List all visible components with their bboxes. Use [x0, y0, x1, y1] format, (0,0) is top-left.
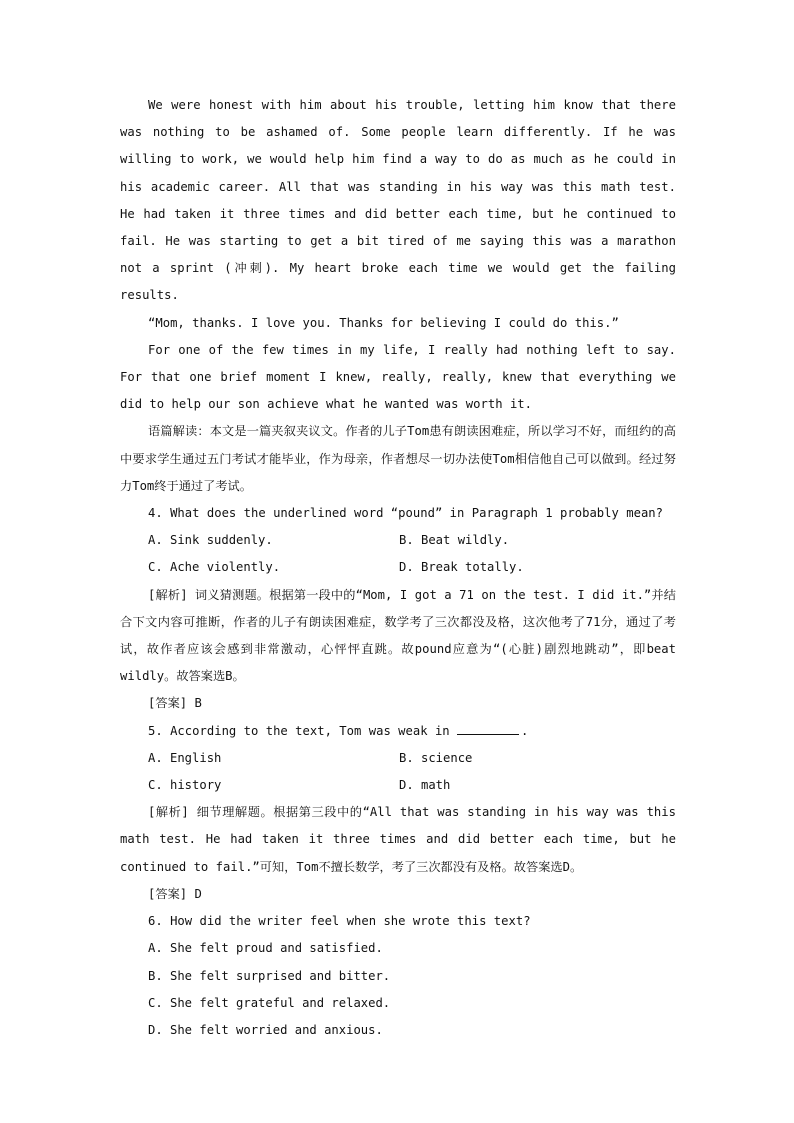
question-5-stem-text: 5. According to the text, Tom was weak in [148, 723, 458, 738]
analysis-tag: [解析] [148, 587, 188, 602]
analysis-text: 细节理解题。根据第三段中的“All that was standing in his way was this math test. He had taken it three times and did better each time, but he continued to fail.”可知，Tom不擅长数学，考了三次都没有及格。故答案选D。 [120, 805, 676, 874]
option-c: C. history [148, 778, 222, 793]
passage-paragraph: We were honest with him about his trouble, letting him know that there was nothing to be ashamed of. Some people learn differently. If he was willing to work, we would help him find a way to do as much as he could in his academic career. All that was standing in his way was this math test. He had taken it three times and did better each time, but he continued to fail. He was starting to get a bit tired of me saying this was a marathon not a sprint (冲刺). My heart broke each time we would get the failing results. [120, 98, 676, 303]
option-c: C. She felt grateful and relaxed. [148, 995, 391, 1010]
option-d: D. math [399, 778, 451, 793]
analysis-text: 词义猜测题。根据第一段中的“Mom, I got a 71 on the test. I did it.”并结合下文内容可推断，作者的儿子有朗读困难症，数学考了三次都没及格，这次他考了71分，通过了考试，故作者应该会感到非常激动，心怦怦直跳。故pound应意为“(心脏)剧烈地跳动”，即beat wildly。故答案选B。 [120, 587, 676, 684]
option-c: C. Ache violently. [148, 560, 281, 575]
answer-text: D [187, 886, 202, 901]
question-4-answer [120, 690, 676, 717]
analysis-tag: [解析] [148, 805, 189, 820]
option-b: B. She felt surprised and bitter. [148, 968, 391, 983]
option-d: D. She felt worried and anxious. [148, 1022, 383, 1037]
question-5-stem-end: . [521, 723, 529, 738]
answer-tag: [答案] [148, 886, 188, 901]
question-6-stem: 6. How did the writer feel when she wrote this text? [148, 914, 531, 929]
question-5-analysis [120, 799, 676, 881]
question-4-analysis [120, 582, 676, 691]
question-4-stem: 4. What does the underlined word “pound” in Paragraph 1 probably mean? [148, 506, 664, 521]
option-a: A. Sink suddenly. [148, 533, 273, 548]
question-5-answer [120, 881, 676, 908]
option-d: D. Break totally. [399, 560, 524, 575]
question-4-options-row-1 [120, 527, 676, 554]
document-page [120, 92, 676, 1044]
answer-tag: [答案] [148, 696, 188, 711]
question-4-options-row-2 [120, 554, 676, 581]
option-b: B. Beat wildly. [399, 533, 510, 548]
question-5-options-row-2 [120, 772, 676, 799]
passage-quote: “Mom, thanks. I love you. Thanks for believing I could do this.” [148, 315, 619, 330]
option-a: A. She felt proud and satisfied. [148, 941, 383, 956]
text-summary: 语篇解读：本文是一篇夹叙夹议文。作者的儿子Tom患有朗读困难症，所以学习不好，而纽约的高中要求学生通过五门考试才能毕业，作为母亲，作者想尽一切办法使Tom相信他自己可以做到。经过努力Tom终于通过了考试。 [120, 424, 676, 493]
question-5-options-row-1 [120, 745, 676, 772]
question-5-stem [120, 718, 676, 745]
blank-underline [457, 724, 519, 735]
passage-paragraph-last: For one of the few times in my life, I really had nothing left to say. For that one brief moment I knew, really, really, knew that everything we did to help our son achieve what he wanted was worth it. [120, 342, 676, 412]
answer-text: B [187, 696, 202, 711]
option-a: A. English [148, 750, 222, 765]
option-b: B. science [399, 750, 473, 765]
